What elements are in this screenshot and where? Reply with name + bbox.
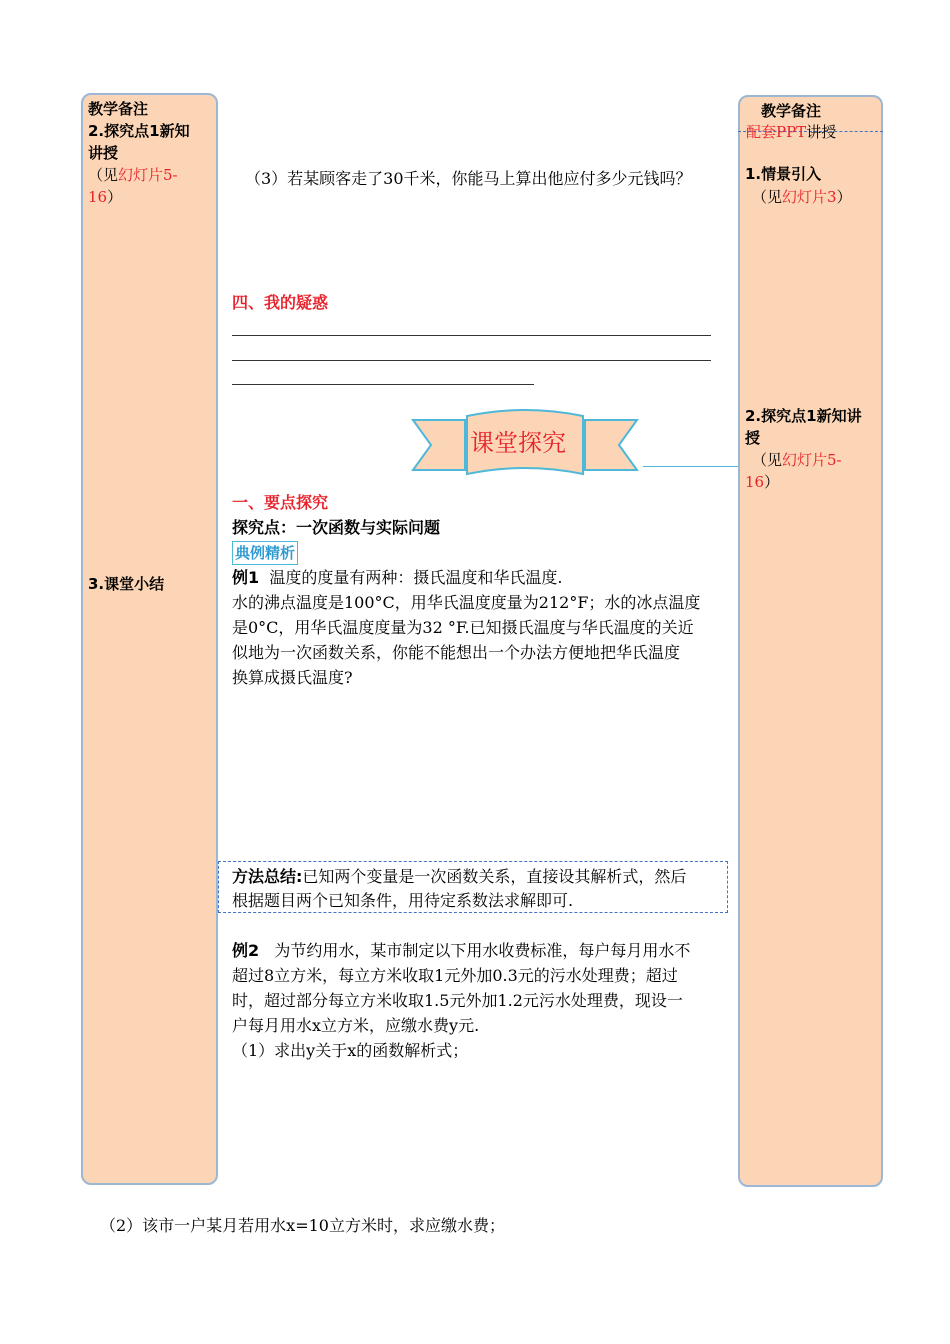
section1-title: 一、要点探究 — [232, 493, 329, 512]
example2-line3: 时，超过部分每立方米收取1.5元外加1.2元污水处理费，现设一 — [232, 991, 683, 1010]
right-notes-subheading: 配套PPT讲授 — [746, 123, 837, 141]
answer-line-2 — [232, 360, 711, 361]
banner-text: 课堂探究 — [470, 429, 566, 457]
section4-title: 四、我的疑惑 — [232, 293, 329, 312]
question-3: （3）若某顾客走了30千米，你能马上算出他应付多少元钱吗？ — [245, 169, 692, 188]
right-notes-panel — [738, 95, 883, 1187]
right-item1: 1.情景引入 — [745, 165, 822, 183]
left-item2-line4: 16） — [88, 188, 123, 206]
right-item2-line4: 16） — [745, 473, 780, 491]
left-notes-heading: 教学备注 — [88, 100, 149, 118]
example2-line4: 户每月用水x立方米，应缴水费y元. — [232, 1016, 480, 1035]
example2-line2: 超过8立方米，每立方米收取1元外加0.3元的污水处理费；超过 — [232, 966, 678, 985]
right-item1-sub: （见幻灯片3） — [752, 188, 852, 206]
example1-line4: 似地为一次函数关系，你能不能想出一个办法方便地把华氏温度 — [232, 643, 681, 662]
example2-question1: （1）求出y关于x的函数解析式； — [232, 1041, 469, 1060]
answer-line-3 — [232, 384, 534, 385]
right-notes-heading: 教学备注 — [761, 102, 822, 120]
method-summary-line2: 根据题目两个已知条件，用待定系数法求解即可. — [232, 891, 574, 910]
left-notes-panel — [81, 93, 218, 1185]
right-item2-line3: （见幻灯片5- — [752, 451, 842, 469]
answer-line-1 — [232, 335, 711, 336]
example2-line1: 例2 为节约用水，某市制定以下用水收费标准，每户每月用水不 — [232, 941, 691, 960]
explore-point: 探究点：一次函数与实际问题 — [232, 518, 441, 537]
right-item2-line2: 授 — [745, 429, 761, 447]
left-item3: 3.课堂小结 — [88, 575, 165, 593]
example1-line2: 水的沸点温度是100°C，用华氏温度度量为212°F；水的冰点温度 — [232, 593, 701, 612]
banner-connector — [643, 466, 738, 467]
method-summary-line1: 方法总结:已知两个变量是一次函数关系，直接设其解析式，然后 — [232, 867, 687, 886]
example1-line3: 是0°C，用华氏温度度量为32 °F.已知摄氏温度与华氏温度的关近 — [232, 618, 694, 637]
left-item2-line2: 讲授 — [88, 144, 119, 162]
right-item2-line1: 2.探究点1新知讲 — [745, 407, 862, 425]
left-item2-line3: （见幻灯片5- — [88, 166, 178, 184]
example2-question2: （2）该市一户某月若用水x=10立方米时，求应缴水费； — [100, 1216, 505, 1235]
example1-line1: 例1 温度的度量有两种：摄氏温度和华氏温度. — [232, 568, 563, 587]
example1-line5: 换算成摄氏温度? — [232, 668, 353, 687]
left-item2-line1: 2.探究点1新知 — [88, 122, 190, 140]
example-tag: 典例精析 — [232, 541, 298, 565]
